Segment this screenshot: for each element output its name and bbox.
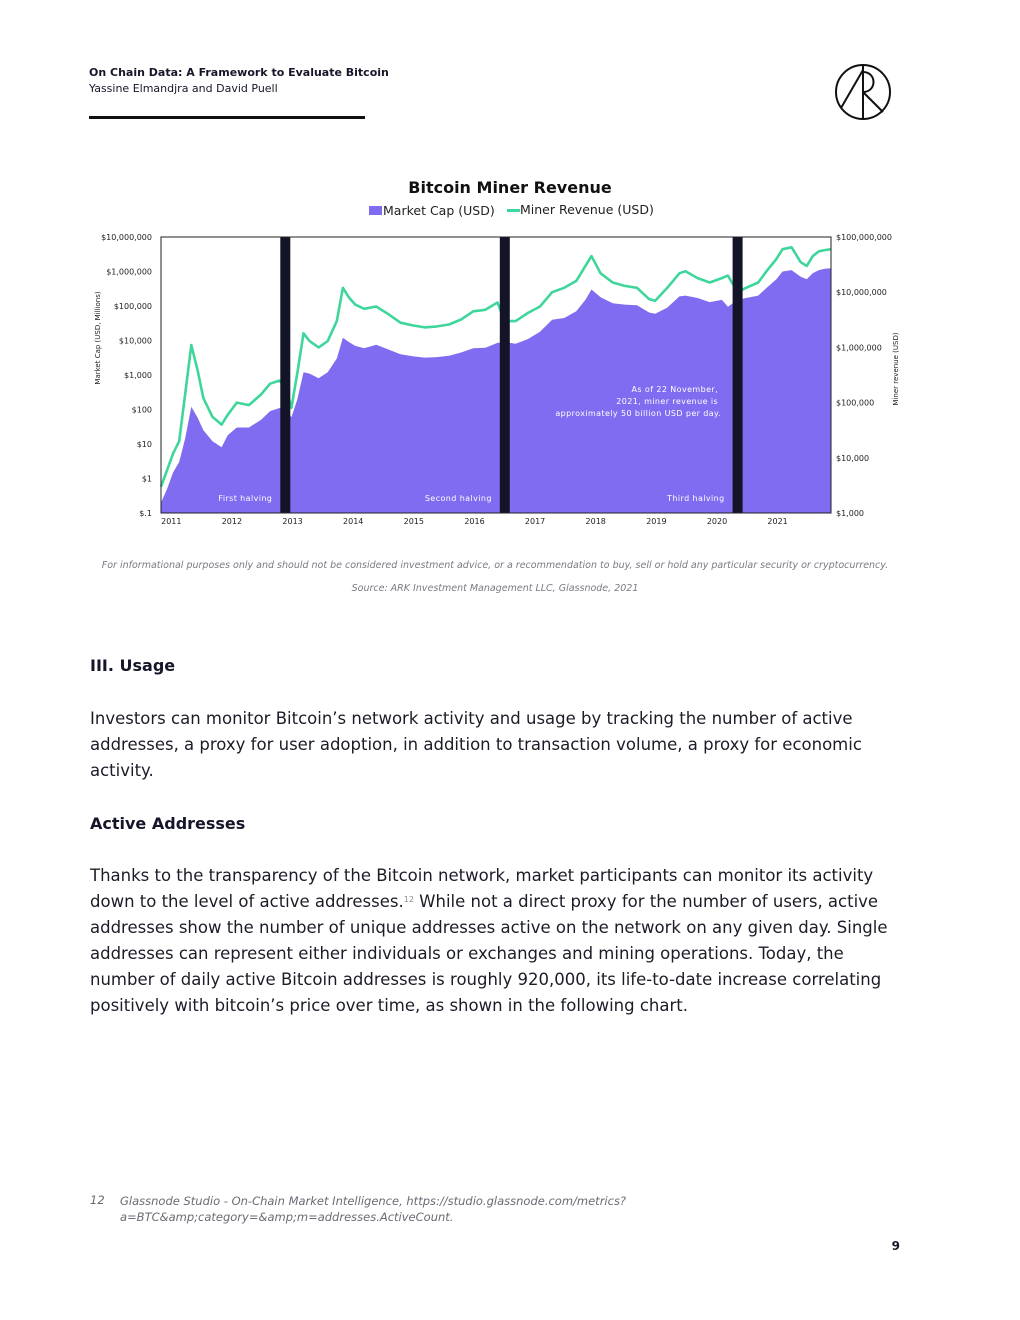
y2-tick-label: $10,000,000 [836, 288, 887, 298]
section-heading-active-addresses: Active Addresses [90, 814, 246, 833]
x-tick-label: 2013 [282, 517, 303, 526]
legend-label-miner-revenue: Miner Revenue (USD) [520, 202, 654, 217]
y-tick-label: $1,000,000 [106, 267, 152, 277]
footnote-text[interactable]: Glassnode Studio - On-Chain Market Intelligence, https://studio.glassnode.com/metrics?a=BTC&amp;category=&amp;m=addresses.ActiveCount. [120, 1194, 627, 1224]
legend-swatch-miner-revenue [507, 209, 520, 212]
legend-label-market-cap: Market Cap (USD) [383, 203, 495, 218]
legend-swatch-market-cap [369, 206, 382, 215]
paragraph-text-part1: Thanks to the transparency of the Bitcoin network, market participants can monitor its activity down to the level of active addresses. [90, 866, 874, 911]
chart-title: Bitcoin Miner Revenue [408, 178, 612, 197]
x-tick-label: 2015 [403, 517, 424, 526]
document-title: On Chain Data: A Framework to Evaluate Bitcoin [89, 66, 389, 79]
bitcoin-miner-revenue-chart [90, 172, 900, 532]
y-tick-label: $10,000 [118, 336, 152, 346]
y-tick-label: $.1 [139, 509, 152, 518]
halving-label: Second halving [424, 494, 492, 503]
page-number: 9 [891, 1239, 900, 1253]
y2-tick-label: $100,000,000 [836, 233, 892, 242]
footnote-number: 12 [90, 1193, 105, 1207]
document-authors: Yassine Elmandjra and David Puell [89, 82, 278, 95]
section-heading-usage: III. Usage [90, 656, 176, 675]
x-tick-label: 2017 [524, 517, 546, 526]
y-tick-label: $10 [136, 440, 152, 449]
header-divider [89, 116, 365, 119]
y-axis-label: Market Cap (USD, Millions) [94, 291, 102, 385]
y2-tick-label: $1,000 [836, 509, 864, 518]
halving-bar [500, 237, 510, 513]
x-tick-label: 2021 [767, 517, 788, 526]
footnote-reference[interactable]: 12 [403, 895, 414, 904]
x-tick-label: 2019 [646, 517, 667, 526]
x-tick-label: 2011 [161, 517, 182, 526]
chart-annotation: As of 22 November, 2021, miner revenue is approximately 50 billion USD per day. [555, 385, 721, 418]
y-tick-label: $100,000 [113, 302, 152, 311]
y-tick-label: $100 [131, 405, 152, 415]
y-tick-label: $1 [141, 474, 152, 484]
y2-tick-label: $10,000 [836, 453, 870, 463]
usage-paragraph: Investors can monitor Bitcoin’s network activity and usage by tracking the number of active addresses, a proxy for user adoption, in addition to transaction volume, a proxy for economic activity. [90, 709, 862, 780]
halving-label: First halving [218, 494, 273, 503]
y-tick-label: $10,000,000 [101, 233, 152, 242]
chart-legend [369, 202, 654, 218]
y2-axis-label: Miner revenue (USD) [892, 332, 900, 406]
x-tick-label: 2012 [221, 517, 243, 526]
x-tick-label: 2020 [706, 517, 728, 526]
x-tick-label: 2018 [585, 517, 606, 526]
chart-source: Source: ARK Investment Management LLC, Glassnode, 2021 [351, 583, 639, 594]
halving-bar [733, 237, 743, 513]
y-tick-label: $1,000 [124, 371, 152, 380]
halving-bar [280, 237, 290, 513]
ark-logo-icon [833, 62, 893, 122]
x-tick-label: 2014 [343, 517, 364, 526]
chart-disclaimer: For informational purposes only and should not be considered investment advice, or a recommendation to buy, sell or hold any particular security or cryptocurrency. [101, 560, 889, 571]
paragraph-text-part2: While not a direct proxy for the number of users, active addresses show the number of unique addresses active on the network on any given day. Single addresses can represent either individuals or exchanges and mining operations. Today, the number of daily active Bitcoin addresses is roughly 920,000, its life-to-date increase correlating positively with bitcoin’s price over time, as shown in the following chart. [90, 892, 888, 1015]
y2-tick-label: $100,000 [836, 398, 875, 408]
x-tick-label: 2016 [464, 517, 485, 526]
y2-tick-label: $1,000,000 [836, 343, 882, 353]
active-addresses-paragraph [90, 863, 902, 1019]
halving-label: Third halving [667, 494, 725, 503]
